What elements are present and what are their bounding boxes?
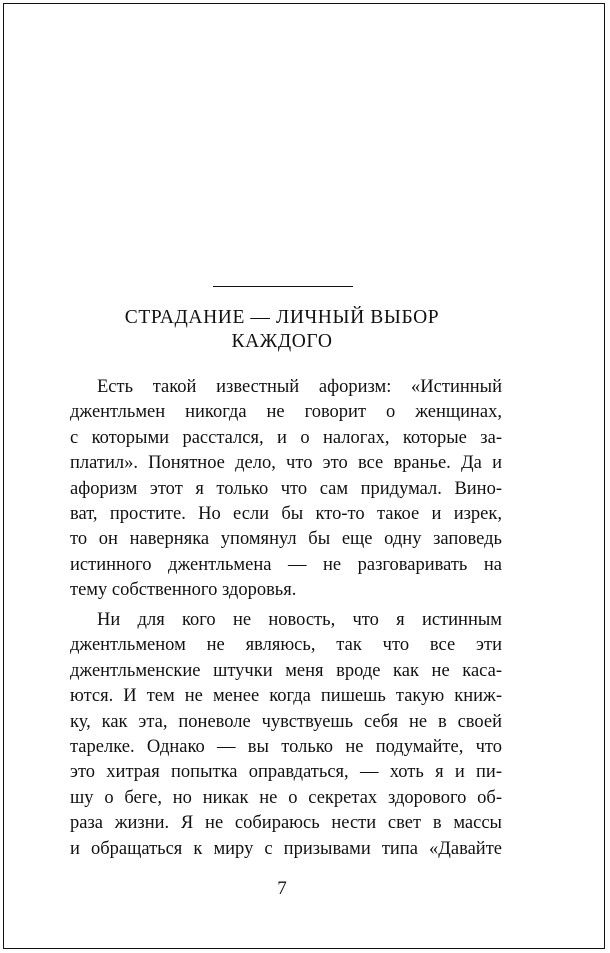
text-line: и обращаться к миру с призывами типа «Давайте	[70, 838, 502, 859]
chapter-divider-rule	[213, 286, 353, 287]
chapter-title-line-1: СТРАДАНИЕ — ЛИЧНЫЙ ВЫБОР	[124, 307, 440, 328]
text-line: истинного джентльмена — не разговаривать на	[70, 554, 502, 575]
text-line: афоризм этот я только что сам придумал. Вино-	[70, 478, 502, 499]
text-line: ват, простите. Но если бы кто-то такое и изрек,	[70, 503, 502, 524]
text-line: ются. И тем не менее когда пишешь такую книж-	[70, 686, 502, 707]
text-line: тему собственного здоровья.	[70, 580, 297, 601]
page-number: 7	[277, 878, 287, 899]
text-line: тарелке. Однако — вы только не подумайте, что	[70, 736, 502, 757]
text-line: с которыми расстался, и о налогах, которые за-	[70, 427, 502, 448]
text-line: платил». Понятное дело, что это все вранье. Да и	[70, 453, 502, 474]
text-line: шу о беге, но никак не о секретах здорового об-	[70, 787, 502, 808]
chapter-title-line-2: КАЖДОГО	[231, 331, 333, 352]
paragraph-2	[70, 608, 502, 862]
text-line: ку, как эта, поневоле чувствуешь себя не в своей	[70, 711, 502, 732]
text-line: раза жизни. Я не собираюсь нести свет в массы	[70, 813, 502, 834]
paragraph-1	[70, 375, 502, 604]
text-line: это хитрая попытка оправдаться, — хоть я и пи-	[70, 762, 502, 783]
text-line: Есть такой известный афоризм: «Истинный	[97, 377, 502, 397]
text-line: то он наверняка упомянул бы еще одну заповедь	[70, 529, 502, 550]
text-line: джентльмен никогда не говорит о женщинах,	[70, 402, 502, 423]
text-line: джентльменом не являюсь, так что все эти	[70, 635, 502, 656]
text-line: Ни для кого не новость, что я истинным	[97, 610, 502, 630]
text-line: джентльменские штучки меня вроде как не каса-	[70, 660, 502, 681]
